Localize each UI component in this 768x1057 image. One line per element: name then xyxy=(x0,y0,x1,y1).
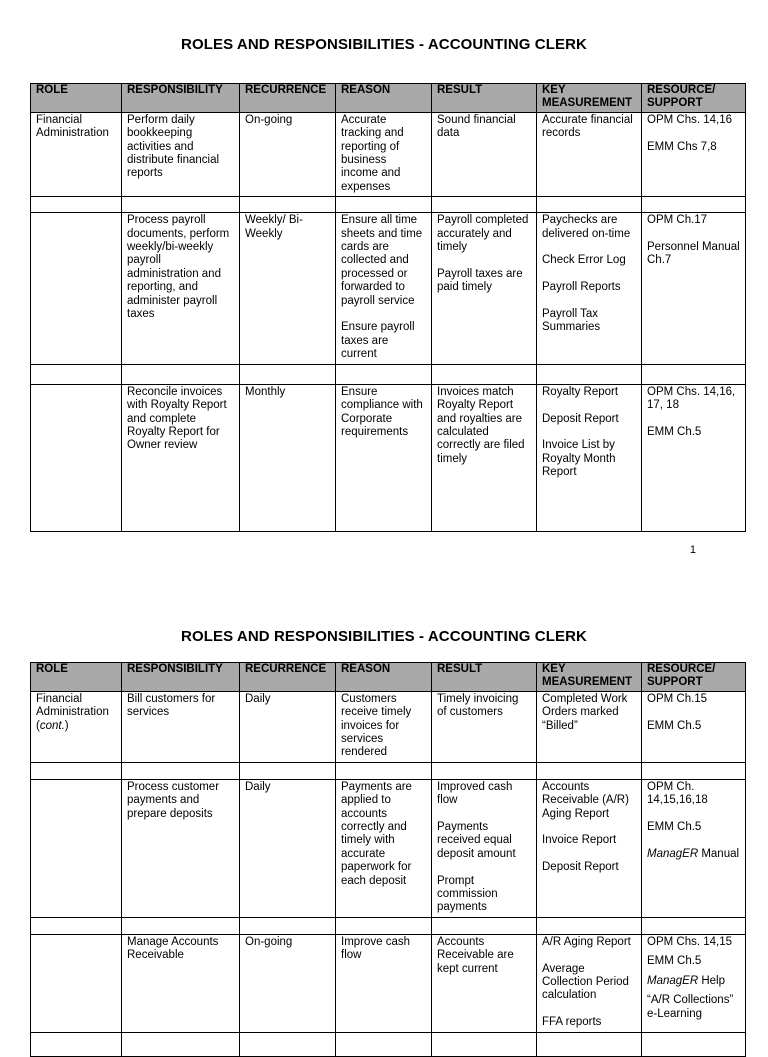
resource-text: OPM Chs. 14,15 xyxy=(647,935,733,948)
table-header-row xyxy=(31,84,746,113)
spacer-row xyxy=(31,762,746,779)
resource-cell xyxy=(642,779,746,917)
responsibility-cell: Process customer payments and prepare deposits xyxy=(122,779,240,917)
resource-cell xyxy=(642,691,746,762)
result-text: Invoices match Royalty Report and royalties are calculated correctly are filed timely xyxy=(437,385,525,465)
resource-text xyxy=(647,848,740,861)
measurement-text: Payroll Reports xyxy=(542,281,621,294)
role-cell xyxy=(31,691,122,762)
resource-cell xyxy=(642,934,746,1032)
reason-text: Customers receive timely invoices for services rendered xyxy=(341,692,412,759)
resource-text: EMM Ch.5 xyxy=(647,821,702,834)
role-text-end: ) xyxy=(64,719,69,732)
result-cell xyxy=(432,934,537,1032)
spacer-row xyxy=(31,197,746,213)
header-role: ROLE xyxy=(31,663,122,692)
header-recurrence: RECURRENCE xyxy=(240,663,336,692)
result-cell xyxy=(432,779,537,917)
manager-brand-text: ManagER xyxy=(647,847,699,860)
result-text: Payroll taxes are paid timely xyxy=(437,267,523,294)
header-key-measurement: KEY MEASUREMENT xyxy=(537,84,642,113)
role-text: Financial Administration ( xyxy=(36,692,109,732)
reason-cell xyxy=(336,934,432,1032)
role-cell xyxy=(31,779,122,917)
header-responsibility: RESPONSIBILITY xyxy=(122,84,240,113)
measurement-text: Check Error Log xyxy=(542,254,626,267)
role-cell xyxy=(31,384,122,531)
responsibilities-table-continued xyxy=(30,662,746,1057)
responsibility-cell: Perform daily bookkeeping activities and distribute financial reports xyxy=(122,112,240,196)
measurement-text: Deposit Report xyxy=(542,861,619,874)
resource-cell xyxy=(642,112,746,196)
measurement-text: Royalty Report xyxy=(542,385,619,398)
resource-text: OPM Ch.15 xyxy=(647,692,708,705)
spacer-row xyxy=(31,1032,746,1056)
measurement-text: Paychecks are delivered on-time xyxy=(542,214,631,240)
measurement-text: Invoice Report xyxy=(542,834,617,847)
measurement-cell xyxy=(537,691,642,762)
measurement-text: Accurate financial records xyxy=(542,113,633,140)
help-text: Help xyxy=(698,974,725,987)
resource-text: EMM Ch.5 xyxy=(647,719,702,732)
result-cell xyxy=(432,384,537,531)
measurement-cell xyxy=(537,112,642,196)
result-text: Prompt commission payments xyxy=(437,874,498,914)
responsibility-cell: Manage Accounts Receivable xyxy=(122,934,240,1032)
resource-text: “A/R Collections” e-Learning xyxy=(647,994,734,1020)
measurement-cell xyxy=(537,384,642,531)
result-text: Accounts Receivable are kept current xyxy=(437,935,514,975)
measurement-text: Accounts Receivable (A/R) Aging Report xyxy=(542,780,629,820)
table-header-row xyxy=(31,663,746,692)
measurement-text: Average Collection Period calculation xyxy=(542,962,629,1002)
reason-cell xyxy=(336,112,432,196)
responsibility-cell: Process payroll documents, perform weekly/bi-weekly payroll administration and reporting, and administer payroll taxes xyxy=(122,213,240,364)
reason-cell xyxy=(336,213,432,364)
header-role: ROLE xyxy=(31,84,122,113)
result-text: Improved cash flow xyxy=(437,780,513,807)
header-resource-support: RESOURCE/ SUPPORT xyxy=(642,663,746,692)
reason-text: Ensure all time sheets and time cards are collected and processed or forwarded to payroll service xyxy=(341,214,423,307)
spacer-row xyxy=(31,917,746,934)
table-row xyxy=(31,934,746,1032)
measurement-text: Deposit Report xyxy=(542,412,619,425)
role-cell: Financial Administration xyxy=(31,112,122,196)
table-row xyxy=(31,213,746,364)
measurement-text: Payroll Tax Summaries xyxy=(542,308,601,334)
resource-text: EMM Chs 7,8 xyxy=(647,140,717,153)
resource-text: Personnel Manual Ch.7 xyxy=(647,241,740,267)
resource-text: OPM Ch. 14,15,16,18 xyxy=(647,780,708,807)
header-reason: REASON xyxy=(336,84,432,113)
recurrence-cell: Daily xyxy=(240,779,336,917)
result-text: Sound financial data xyxy=(437,113,516,140)
header-responsibility: RESPONSIBILITY xyxy=(122,663,240,692)
result-cell xyxy=(432,112,537,196)
recurrence-cell: Weekly/ Bi-Weekly xyxy=(240,213,336,364)
resource-cell xyxy=(642,213,746,364)
table-row xyxy=(31,384,746,531)
role-cont-text: cont. xyxy=(39,719,65,732)
reason-text: Ensure payroll taxes are current xyxy=(341,321,415,361)
recurrence-cell: Monthly xyxy=(240,384,336,531)
recurrence-cell: On-going xyxy=(240,112,336,196)
measurement-text: A/R Aging Report xyxy=(542,935,631,948)
result-cell xyxy=(432,691,537,762)
reason-text: Ensure compliance with Corporate requirements xyxy=(341,385,423,438)
resource-cell xyxy=(642,384,746,531)
result-text: Payroll completed accurately and timely xyxy=(437,214,529,254)
measurement-cell xyxy=(537,779,642,917)
responsibilities-table xyxy=(30,83,746,532)
resource-text xyxy=(647,975,740,988)
header-reason: REASON xyxy=(336,663,432,692)
resource-text: OPM Chs. 14,16 xyxy=(647,113,733,126)
table-row xyxy=(31,779,746,917)
resource-text: OPM Ch.17 xyxy=(647,214,708,227)
header-recurrence: RECURRENCE xyxy=(240,84,336,113)
table-row xyxy=(31,112,746,196)
page-title: ROLES AND RESPONSIBILITIES - ACCOUNTING CLERK xyxy=(181,36,587,53)
measurement-cell xyxy=(537,934,642,1032)
manual-text: Manual xyxy=(698,847,740,860)
result-cell xyxy=(432,213,537,364)
page-number: 1 xyxy=(689,544,696,556)
spacer-row xyxy=(31,364,746,384)
reason-text: Improve cash flow xyxy=(341,935,411,962)
reason-text: Accurate tracking and reporting of business income and expenses xyxy=(341,113,404,193)
resource-text: EMM Ch.5 xyxy=(647,425,702,438)
page-title: ROLES AND RESPONSIBILITIES - ACCOUNTING CLERK xyxy=(181,628,587,645)
resource-text: EMM Ch.5 xyxy=(647,955,702,968)
reason-cell xyxy=(336,779,432,917)
measurement-text: Invoice List by Royalty Month Report xyxy=(542,439,616,479)
recurrence-cell: Daily xyxy=(240,691,336,762)
measurement-text: Completed Work Orders marked “Billed” xyxy=(542,692,628,732)
role-cell xyxy=(31,934,122,1032)
responsibility-cell: Reconcile invoices with Royalty Report and complete Royalty Report for Owner review xyxy=(122,384,240,531)
header-key-measurement: KEY MEASUREMENT xyxy=(537,663,642,692)
measurement-cell xyxy=(537,213,642,364)
result-text: Timely invoicing of customers xyxy=(437,692,519,719)
table-row xyxy=(31,691,746,762)
recurrence-cell: On-going xyxy=(240,934,336,1032)
manager-brand-text: ManagER xyxy=(647,974,699,987)
reason-text: Payments are applied to accounts correctly and timely with accurate paperwork for each deposit xyxy=(341,780,412,887)
measurement-text: FFA reports xyxy=(542,1016,602,1029)
reason-cell xyxy=(336,691,432,762)
resource-text: OPM Chs. 14,16, 17, 18 xyxy=(647,385,736,412)
header-result: RESULT xyxy=(432,663,537,692)
reason-cell xyxy=(336,384,432,531)
header-resource-support: RESOURCE/ SUPPORT xyxy=(642,84,746,113)
responsibility-cell: Bill customers for services xyxy=(122,691,240,762)
role-cell xyxy=(31,213,122,364)
result-text: Payments received equal deposit amount xyxy=(437,821,516,860)
header-result: RESULT xyxy=(432,84,537,113)
